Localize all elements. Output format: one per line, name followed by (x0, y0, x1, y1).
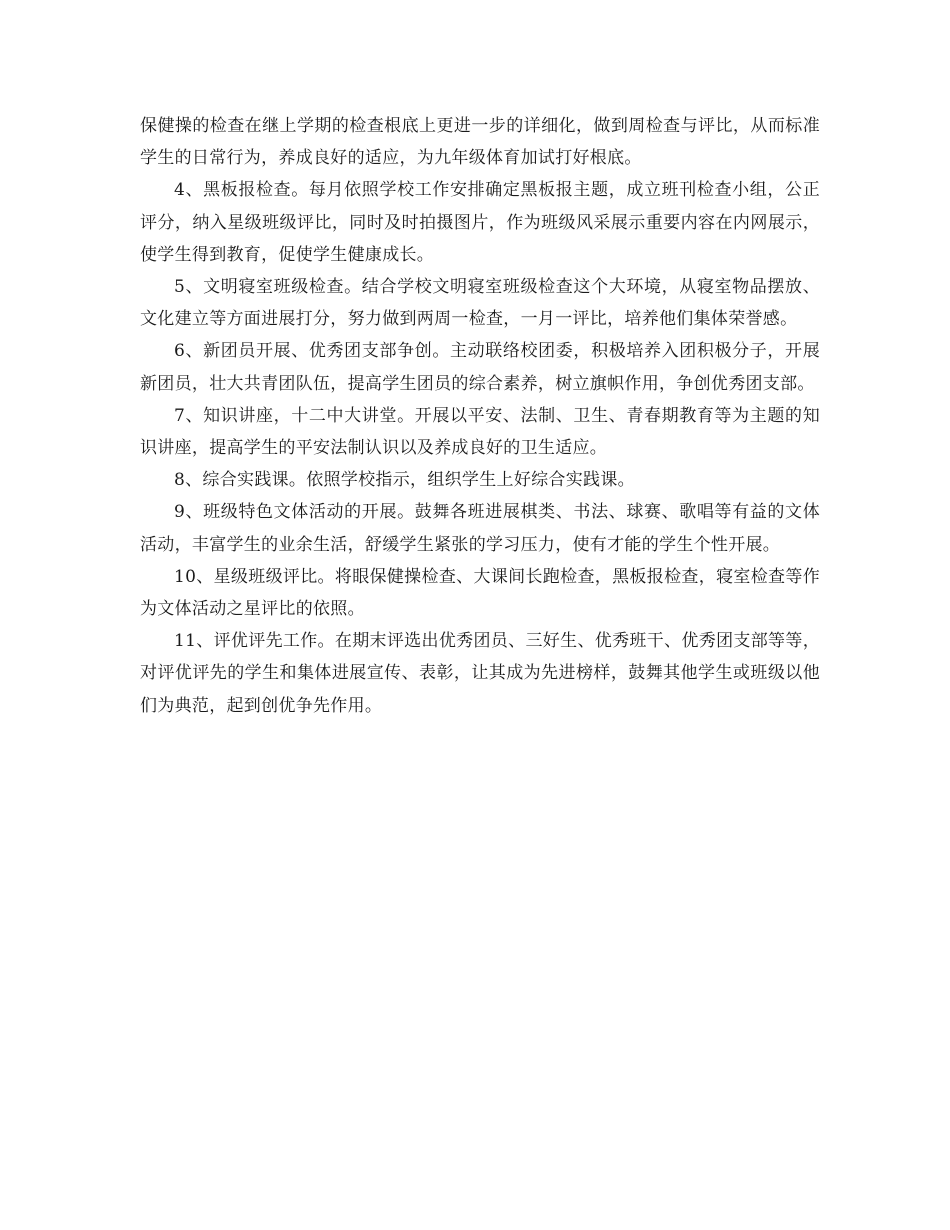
paragraph-item-5: 5、文明寝室班级检查。结合学校文明寝室班级检查这个大环境，从寝室物品摆放、文化建立等方面进展打分，努力做到两周一检查，一月一评比，培养他们集体荣誉感。 (140, 277, 820, 330)
paragraph-continuation: 保健操的检查在继上学期的检查根底上更进一步的详细化，做到周检查与评比，从而标准学生的日常行为，养成良好的适应，为九年级体育加试打好根底。 (140, 116, 820, 169)
paragraph-item-8: 8、综合实践课。依照学校指示，组织学生上好综合实践课。 (174, 470, 635, 491)
paragraph-item-11: 11、评优评先工作。在期末评选出优秀团员、三好生、优秀班干、优秀团支部等等，对评优评先的学生和集体进展宣传、表彰，让其成为先进榜样，鼓舞其他学生或班级以他们为典范，起到创优争先作用。 (140, 631, 820, 716)
paragraph-item-9: 9、班级特色文体活动的开展。鼓舞各班进展棋类、书法、球赛、歌唱等有益的文体活动，丰富学生的业余生活，舒缓学生紧张的学习压力，使有才能的学生个性开展。 (140, 502, 820, 555)
paragraph-item-4: 4、黑板报检查。每月依照学校工作安排确定黑板报主题，成立班刊检查小组，公正评分，纳入星级班级评比，同时及时拍摄图片，作为班级风采展示重要内容在内网展示，使学生得到教育，促使学生健康成长。 (140, 180, 820, 265)
paragraph-item-7: 7、知识讲座，十二中大讲堂。开展以平安、法制、卫生、青春期教育等为主题的知识讲座，提高学生的平安法制认识以及养成良好的卫生适应。 (140, 405, 820, 459)
document-body (140, 110, 820, 722)
paragraph-item-6: 6、新团员开展、优秀团支部争创。主动联络校团委，积极培养入团积极分子，开展新团员，壮大共青团队伍，提高学生团员的综合素养，树立旗帜作用，争创优秀团支部。 (140, 341, 820, 394)
paragraph-item-10: 10、星级班级评比。将眼保健操检查、大课间长跑检查，黑板报检查，寝室检查等作为文体活动之星评比的依照。 (140, 566, 820, 620)
